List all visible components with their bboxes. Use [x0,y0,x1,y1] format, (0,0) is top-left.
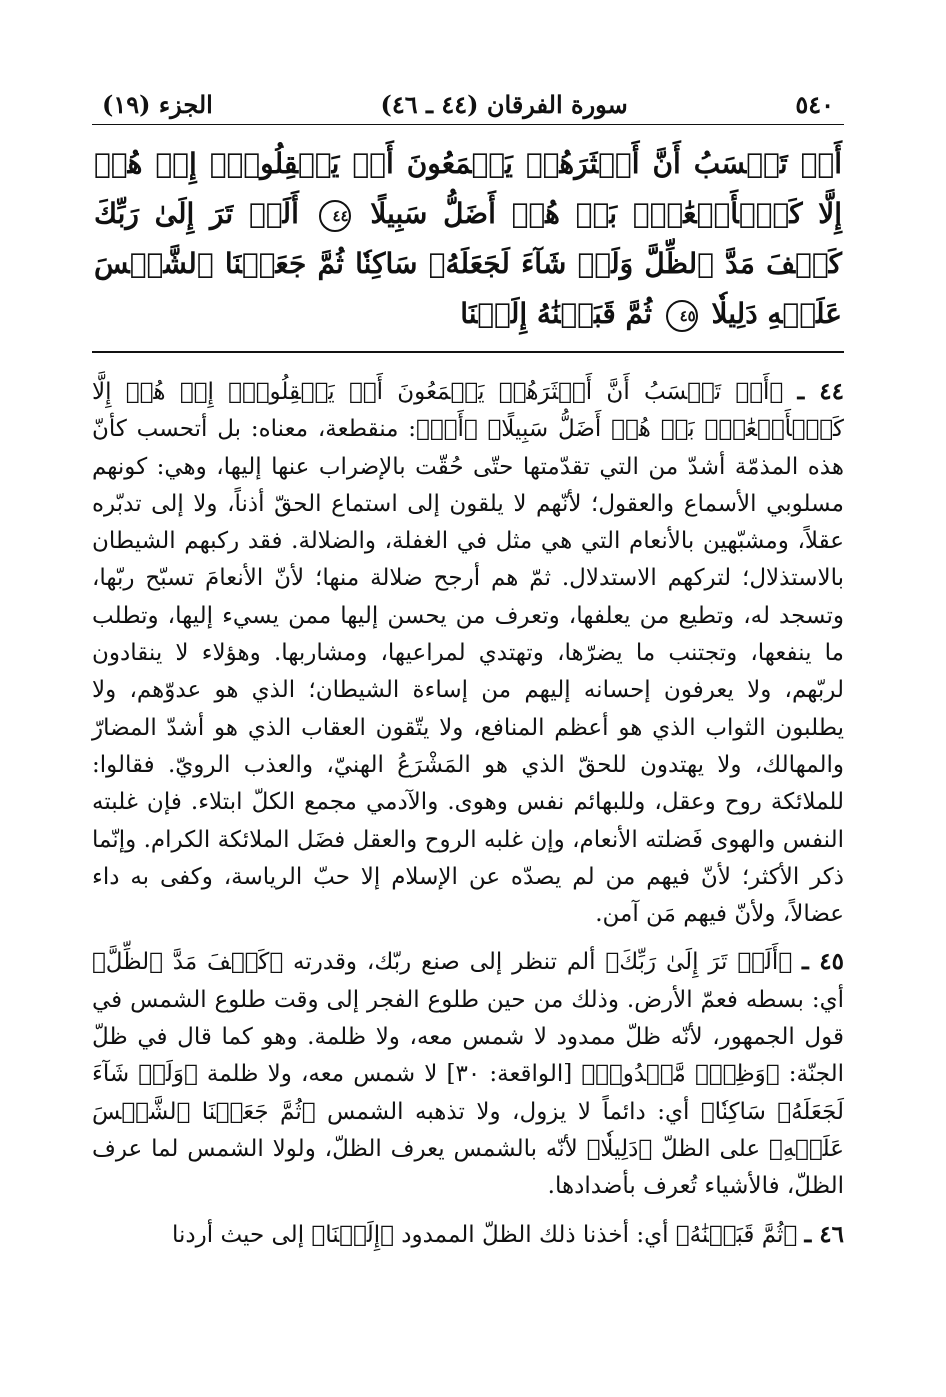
page-header [92,84,844,125]
quran-verses-block [92,139,844,353]
verse-number-44: ٤٤ ـ [797,378,845,405]
commentary-paragraph-46 [92,1216,844,1254]
verse-45-text: أَلَمۡ تَرَ إِلَىٰ رَبِّكَ كَيۡفَ مَدَّ ٱلظِّلَّ وَلَوۡ شَآءَ لَجَعَلَهُۥ سَاكِنٗا ثُمَّ جَعَلۡنَا ٱلشَّمۡسَ عَلَيۡهِ دَلِيلٗا [94,197,842,330]
commentary-paragraph-44 [92,373,844,933]
verse-45-marker: ٤٥ [666,300,698,332]
verse-number-46: ٤٦ ـ [804,1220,844,1248]
juz-label: الجزء (١٩) [102,89,213,119]
verse-44-text: أَمۡ تَحۡسَبُ أَنَّ أَكۡثَرَهُمۡ يَسۡمَعُونَ أَوۡ يَعۡقِلُونَۚ إِنۡ هُمۡ إِلَّا كَٱلۡأَنۡعَٰمِۖ بَلۡ هُمۡ أَضَلُّ سَبِيلًا [94,147,843,230]
commentary-paragraph-45 [92,943,844,1205]
page-number: ٥٤٠ [795,89,834,119]
book-page [92,84,844,1334]
verse-46-text: ثُمَّ قَبَضۡنَٰهُ إِلَيۡنَا [460,297,652,330]
commentary-text-45: ﴿أَلَمۡ تَرَ إِلَىٰ رَبِّكَ﴾ ألم تنظر إلى صنع ربّك، وقدرته ﴿كَيۡفَ مَدَّ ٱلظِّلَّ﴾ أي: بسطه فعمّ الأرض. وذلك من حين طلوع الفجر إلى وقت طلوع الشمس في قول الجمهور، لأنّه ظلّ ممدود لا شمس معه، ولا ظلمة. وهو كما قال في ظلّ الجنّة: ﴿وَظِلّٖ مَّمۡدُودٖ﴾ [الواقعة: ٣٠] لا شمس معه، ولا ظلمة ﴿وَلَوۡ شَآءَ لَجَعَلَهُۥ سَاكِنٗا﴾ أي: دائماً لا يزول، ولا تذهبه الشمس ﴿ثُمَّ جَعَلۡنَا ٱلشَّمۡسَ عَلَيۡهِ﴾ على الظلّ ﴿دَلِيلٗا﴾ لأنّه بالشمس يعرف الظلّ، ولولا الشمس لما عرف الظلّ، فالأشياء تُعرف بأضدادها. [92,949,844,1200]
commentary-text-44: ﴿أَمۡ تَحۡسَبُ أَنَّ أَكۡثَرَهُمۡ يَسۡمَعُونَ أَوۡ يَعۡقِلُونَۚ إِنۡ هُمۡ إِلَّا كَٱلۡأَنۡعَٰمِۖ بَلۡ هُمۡ أَضَلُّ سَبِيلًا﴾ ﴿أَمۡ﴾: منقطعة، معناه: بل أتحسب كأنّ هذه المذمّة أشدّ من التي تقدّمتها حتّى حُقّت بالإضراب عنها إليها، وهي: كونهم مسلوبي الأسماع والعقول؛ لأنّهم لا يلقون إلى استماع الحقّ أذناً، ولا إلى تدبّره عقلاً، ومشبّهين بالأنعام التي هي مثل في الغفلة، والضلالة. فقد ركبهم الشيطان بالاستذلال؛ لتركهم الاستدلال. ثمّ هم أرجح ضلالة منها؛ لأنّ الأنعامَ تسبّح ربّها، وتسجد له، وتطيع من يعلفها، وتعرف من يحسن إليها ممن يسيء إليها، وتطلب ما ينفعها، وتجتنب ما يضرّها، وتهتدي لمراعيها، ومشاربها. وهؤلاء لا ينقادون لربّهم، ولا يعرفون إحسانه إليهم من إساءة الشيطان؛ الذي هو عدوّهم، ولا يطلبون الثواب الذي هو أعظم المنافع، ولا يتّقون العقاب الذي هو أشدّ المضارّ والمهالك، ولا يهتدون للحقّ الذي هو المَشْرَعُ الهنيّ، والعذب الرويّ. فقالوا: للملائكة روح وعقل، وللبهائم نفس وهوى. والآدمي مجمع الكلّ ابتلاء. فإن غلبته النفس والهوى فَضلته الأنعام، وإن غلبه الروح والعقل فضَل الملائكة الكرام. وإنّما ذكر الأكثر؛ لأنّ فيهم من لم يصدّه عن الإسلام إلا حبّ الرياسة، وكفى به داء عضالاً، ولأنّ فيهم مَن آمن. [92,379,844,928]
tafsir-commentary [92,373,844,1254]
verse-44-marker: ٤٤ [319,200,351,232]
surah-title: سورة الفرقان (٤٤ ـ ٤٦) [380,89,628,119]
verse-number-45: ٤٥ ـ [801,948,844,976]
commentary-text-46: ﴿ثُمَّ قَبَضۡنَٰهُ﴾ أي: أخذنا ذلك الظلّ الممدود ﴿إِلَيۡنَا﴾ إلى حيث أردنا [172,1221,798,1248]
